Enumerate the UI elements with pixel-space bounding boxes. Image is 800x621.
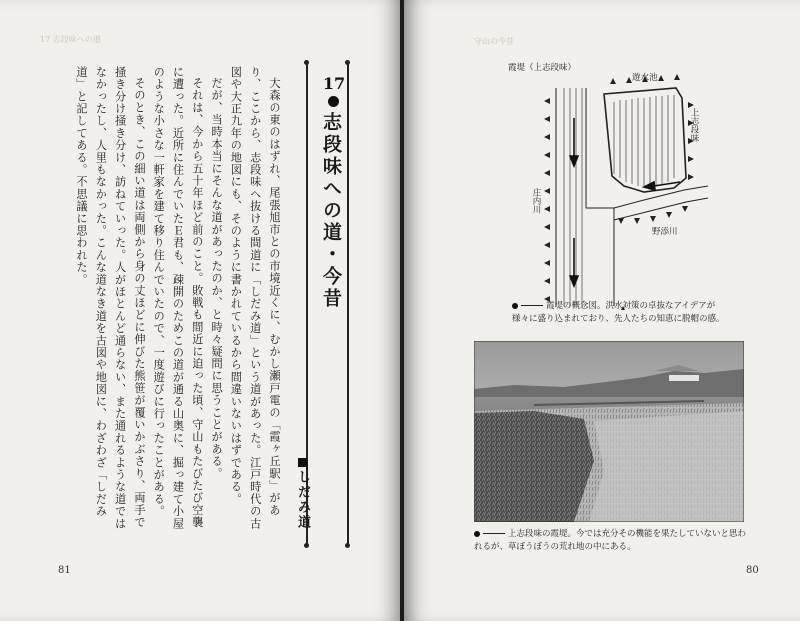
chapter-bullet-icon (328, 96, 339, 107)
chapter-rule (347, 62, 349, 546)
diagram-caption-block (512, 300, 732, 326)
kasumi-levee-diagram (494, 58, 714, 310)
label-area: 上志段味 (689, 108, 699, 142)
river-channel (556, 88, 614, 306)
levee-photo (474, 341, 744, 522)
chapter-number: 17 (322, 74, 346, 93)
photo-caption-bullet-icon (474, 531, 480, 537)
diagram-title: 霞堤（上志段味） (508, 63, 577, 73)
chapter-rule-top-dot (345, 60, 350, 65)
page-number-left: 81 (58, 565, 71, 576)
paragraph-1: 大森の東のはずれ、尾張旭市との市境近くに、むかし瀬戸電の「霞ヶ丘駅」があり、ここから、志段味へ抜ける間道に「しだみ道」という道があった。江戸時代の古図や大正九年の地図にも、そのように書かれているから間違いないはずである。 (229, 66, 281, 530)
photo-caption: 上志段味の霞堤。今では充分その機能を果たしていないと思われるが、草ぼうぼうの荒れ地の中にある。 (474, 529, 747, 552)
ghost-header-left: 17 志段味への道 (40, 35, 101, 44)
chapter-title: 志段味への道・今昔 (320, 112, 342, 310)
chapter-rule-bottom-dot (345, 543, 350, 548)
label-pond: 遊水池 (632, 73, 658, 83)
pond-enclosure (604, 88, 686, 192)
paragraph-3: それは、今から五十年ほど前のこと。敗戦も間近に迫った頃、守山もたびたび空襲に遭った。近所に住んでいたＥ君も、疎開のためこの道が通る山奥に、掘っ建て小屋のような小さな一軒家を建て移り住んでいたので、一度遊びに行ったことがある。 (152, 66, 204, 530)
caption-bullet-icon (512, 303, 518, 309)
section-square-icon (298, 458, 307, 467)
tributary-nozoe (614, 186, 708, 220)
label-river-shonai: 庄内川 (531, 188, 541, 214)
right-page (404, 0, 800, 621)
label-river-nozoe: 野添川 (652, 227, 678, 237)
photo-caption-block (474, 528, 749, 554)
title-rule-bottom-dot (304, 543, 309, 548)
title-rule-top-dot (304, 60, 309, 65)
section-heading-wrap (293, 458, 312, 530)
levee-hatching (544, 74, 694, 310)
section-heading: しだみ道 (295, 470, 310, 530)
photo-caption-dash (483, 533, 505, 534)
caption-dash (521, 305, 543, 306)
diagram-caption: 霞堤の概念図。洪水対策の卓抜なアイデアが様々に盛り込まれており、先人たちの知恵に脱帽の感。 (512, 301, 725, 324)
paragraph-2: だが、当時本当にそんな道があったのか、と時々疑問に思うことがある。 (210, 77, 224, 480)
paragraph-4: そのとき、この細い道は両側から身の丈ほどに伸びた熊笹が覆いかぶさり、両手で掻き分け掻き分け、訪ねていった。人がほとんど通らない、また通れるような道ではなかったし、人里もなかった。こんな道なき道を古図や地図に、わざわざ「しだみ道」と記してある。不思議に思われた。 (75, 66, 146, 530)
page-number-right: 80 (746, 565, 759, 576)
body-text (14, 66, 284, 536)
ghost-header-right: 守山の今昔 (474, 37, 514, 46)
